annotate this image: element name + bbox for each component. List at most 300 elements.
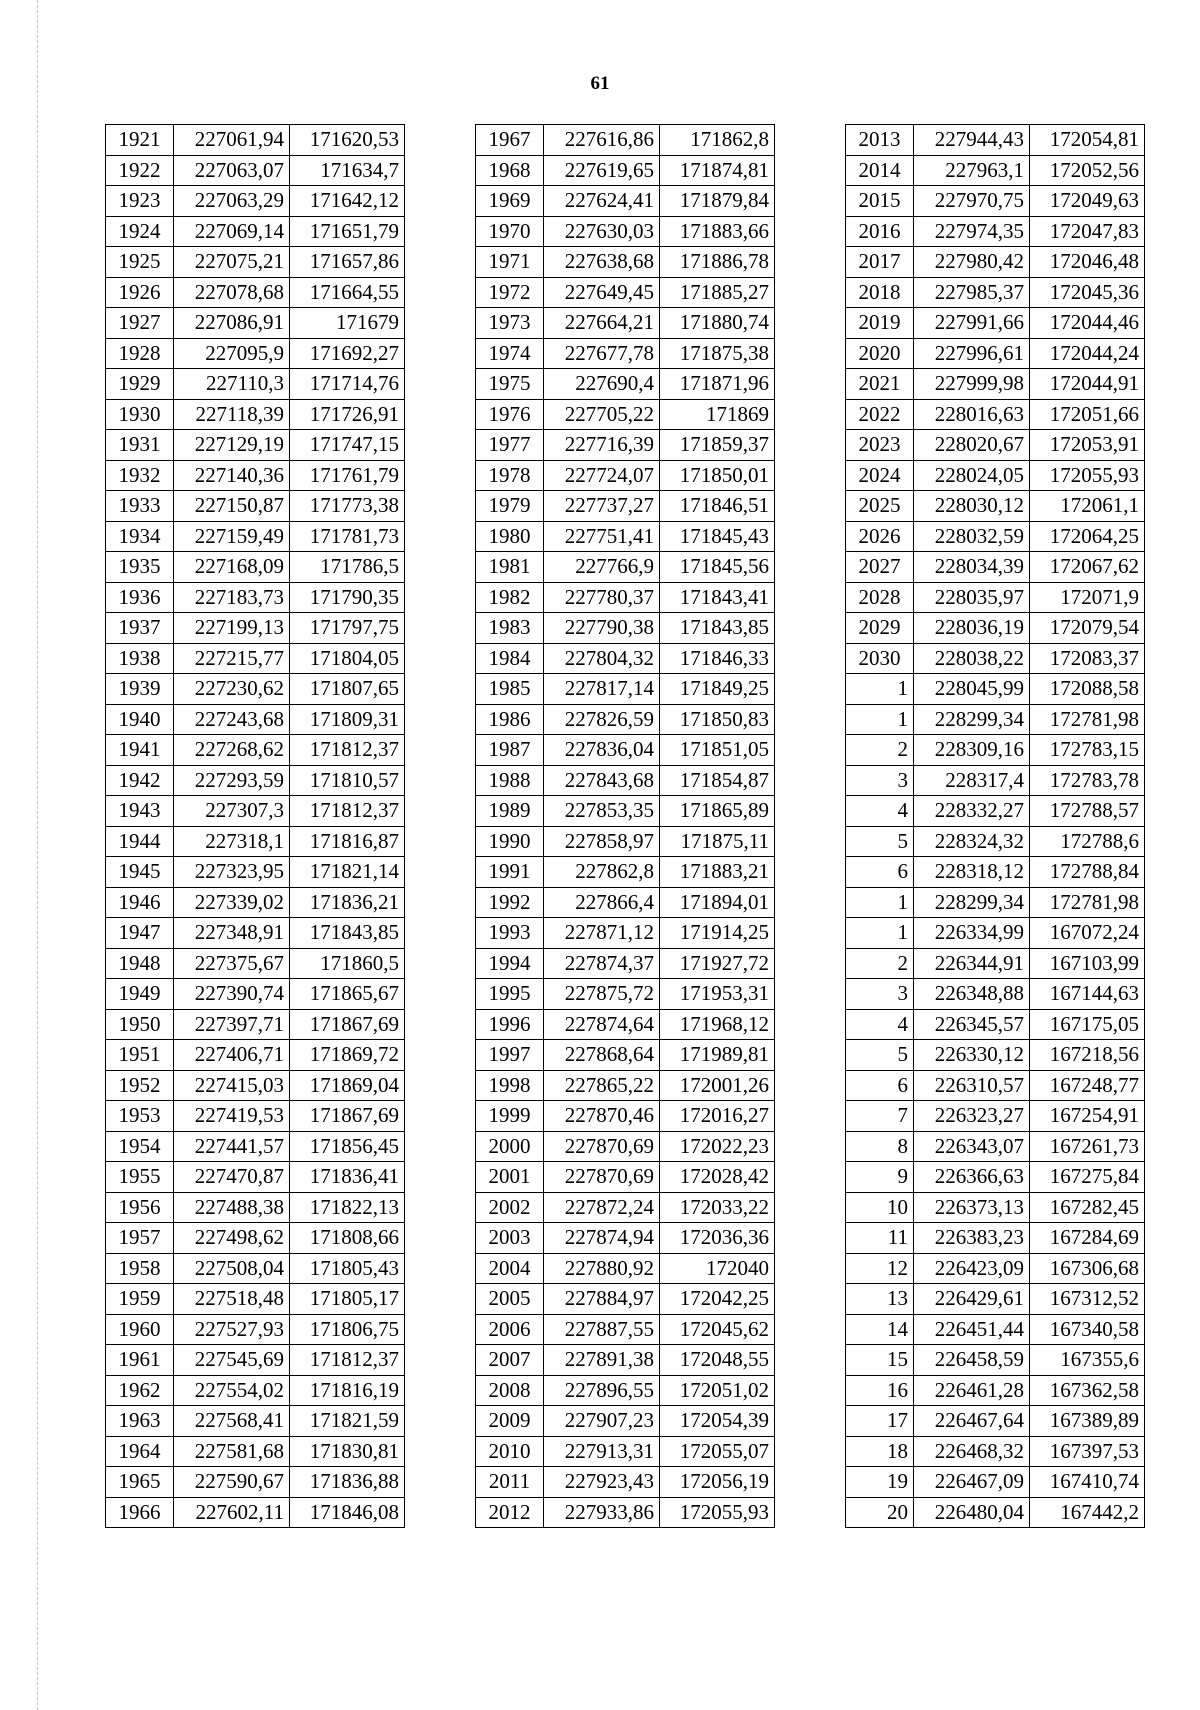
point-number-cell: 1972 bbox=[476, 277, 544, 308]
table-row bbox=[106, 857, 405, 888]
point-number-cell: 2018 bbox=[846, 277, 914, 308]
x-coordinate-cell: 227862,8 bbox=[544, 857, 660, 888]
point-number-cell: 1961 bbox=[106, 1345, 174, 1376]
table-row bbox=[846, 125, 1145, 156]
point-number-cell: 1960 bbox=[106, 1314, 174, 1345]
table-row bbox=[106, 1253, 405, 1284]
point-number-cell: 1943 bbox=[106, 796, 174, 827]
x-coordinate-cell: 227568,41 bbox=[174, 1406, 290, 1437]
point-number-cell: 2017 bbox=[846, 247, 914, 278]
table-row bbox=[476, 704, 775, 735]
x-coordinate-cell: 227063,07 bbox=[174, 155, 290, 186]
table-row bbox=[106, 643, 405, 674]
point-number-cell: 2009 bbox=[476, 1406, 544, 1437]
x-coordinate-cell: 227933,86 bbox=[544, 1497, 660, 1528]
x-coordinate-cell: 228332,27 bbox=[914, 796, 1030, 827]
x-coordinate-cell: 226451,44 bbox=[914, 1314, 1030, 1345]
y-coordinate-cell: 171843,85 bbox=[290, 918, 405, 949]
x-coordinate-cell: 226458,59 bbox=[914, 1345, 1030, 1376]
table-row bbox=[106, 1040, 405, 1071]
x-coordinate-cell: 226467,09 bbox=[914, 1467, 1030, 1498]
y-coordinate-cell: 171679 bbox=[290, 308, 405, 339]
y-coordinate-cell: 171846,08 bbox=[290, 1497, 405, 1528]
y-coordinate-cell: 171804,05 bbox=[290, 643, 405, 674]
point-number-cell: 1980 bbox=[476, 521, 544, 552]
point-number-cell: 5 bbox=[846, 826, 914, 857]
point-number-cell: 11 bbox=[846, 1223, 914, 1254]
y-coordinate-cell: 171821,59 bbox=[290, 1406, 405, 1437]
table-row bbox=[106, 155, 405, 186]
point-number-cell: 2012 bbox=[476, 1497, 544, 1528]
point-number-cell: 1940 bbox=[106, 704, 174, 735]
point-number-cell: 2013 bbox=[846, 125, 914, 156]
point-number-cell: 1937 bbox=[106, 613, 174, 644]
table-row bbox=[106, 674, 405, 705]
point-number-cell: 18 bbox=[846, 1436, 914, 1467]
x-coordinate-cell: 227323,95 bbox=[174, 857, 290, 888]
y-coordinate-cell: 171850,01 bbox=[660, 460, 775, 491]
point-number-cell: 2021 bbox=[846, 369, 914, 400]
x-coordinate-cell: 226383,23 bbox=[914, 1223, 1030, 1254]
y-coordinate-cell: 172049,63 bbox=[1030, 186, 1145, 217]
y-coordinate-cell: 171836,21 bbox=[290, 887, 405, 918]
x-coordinate-cell: 227590,67 bbox=[174, 1467, 290, 1498]
table-row bbox=[106, 1436, 405, 1467]
table-row bbox=[846, 247, 1145, 278]
table-row bbox=[846, 308, 1145, 339]
x-coordinate-cell: 227974,35 bbox=[914, 216, 1030, 247]
point-number-cell: 1932 bbox=[106, 460, 174, 491]
x-coordinate-cell: 227375,67 bbox=[174, 948, 290, 979]
table-row bbox=[846, 979, 1145, 1010]
table-row bbox=[846, 643, 1145, 674]
x-coordinate-cell: 227737,27 bbox=[544, 491, 660, 522]
x-coordinate-cell: 227498,62 bbox=[174, 1223, 290, 1254]
point-number-cell: 9 bbox=[846, 1162, 914, 1193]
y-coordinate-cell: 172042,25 bbox=[660, 1284, 775, 1315]
table-row bbox=[106, 1070, 405, 1101]
table-row bbox=[846, 460, 1145, 491]
y-coordinate-cell: 167306,68 bbox=[1030, 1253, 1145, 1284]
x-coordinate-cell: 226343,07 bbox=[914, 1131, 1030, 1162]
y-coordinate-cell: 172016,27 bbox=[660, 1101, 775, 1132]
point-number-cell: 1927 bbox=[106, 308, 174, 339]
point-number-cell: 1988 bbox=[476, 765, 544, 796]
y-coordinate-cell: 172033,22 bbox=[660, 1192, 775, 1223]
point-number-cell: 2024 bbox=[846, 460, 914, 491]
table-row bbox=[106, 1375, 405, 1406]
point-number-cell: 6 bbox=[846, 857, 914, 888]
point-number-cell: 1941 bbox=[106, 735, 174, 766]
x-coordinate-cell: 228045,99 bbox=[914, 674, 1030, 705]
point-number-cell: 1964 bbox=[106, 1436, 174, 1467]
point-number-cell: 1953 bbox=[106, 1101, 174, 1132]
y-coordinate-cell: 171849,25 bbox=[660, 674, 775, 705]
x-coordinate-cell: 227624,41 bbox=[544, 186, 660, 217]
table-row bbox=[846, 613, 1145, 644]
point-number-cell: 1989 bbox=[476, 796, 544, 827]
table-row bbox=[846, 857, 1145, 888]
x-coordinate-cell: 227150,87 bbox=[174, 491, 290, 522]
point-number-cell: 1933 bbox=[106, 491, 174, 522]
x-coordinate-cell: 227527,93 bbox=[174, 1314, 290, 1345]
table-row bbox=[846, 1192, 1145, 1223]
table-row bbox=[476, 1131, 775, 1162]
y-coordinate-cell: 172079,54 bbox=[1030, 613, 1145, 644]
table-row bbox=[476, 186, 775, 217]
x-coordinate-cell: 227390,74 bbox=[174, 979, 290, 1010]
table-row bbox=[846, 826, 1145, 857]
table-row bbox=[106, 1131, 405, 1162]
point-number-cell: 2001 bbox=[476, 1162, 544, 1193]
y-coordinate-cell: 172044,46 bbox=[1030, 308, 1145, 339]
point-number-cell: 1929 bbox=[106, 369, 174, 400]
table-row bbox=[846, 186, 1145, 217]
x-coordinate-cell: 227159,49 bbox=[174, 521, 290, 552]
x-coordinate-cell: 226373,13 bbox=[914, 1192, 1030, 1223]
y-coordinate-cell: 172781,98 bbox=[1030, 887, 1145, 918]
table-row bbox=[476, 1284, 775, 1315]
table-row bbox=[846, 1131, 1145, 1162]
y-coordinate-cell: 171781,73 bbox=[290, 521, 405, 552]
y-coordinate-cell: 167144,63 bbox=[1030, 979, 1145, 1010]
point-number-cell: 2011 bbox=[476, 1467, 544, 1498]
point-number-cell: 1978 bbox=[476, 460, 544, 491]
y-coordinate-cell: 172055,07 bbox=[660, 1436, 775, 1467]
x-coordinate-cell: 227923,43 bbox=[544, 1467, 660, 1498]
x-coordinate-cell: 226366,63 bbox=[914, 1162, 1030, 1193]
x-coordinate-cell: 226467,64 bbox=[914, 1406, 1030, 1437]
x-coordinate-cell: 228324,32 bbox=[914, 826, 1030, 857]
table-row bbox=[106, 1406, 405, 1437]
x-coordinate-cell: 227690,4 bbox=[544, 369, 660, 400]
x-coordinate-cell: 227508,04 bbox=[174, 1253, 290, 1284]
x-coordinate-cell: 227086,91 bbox=[174, 308, 290, 339]
y-coordinate-cell: 171836,41 bbox=[290, 1162, 405, 1193]
table-row bbox=[846, 1284, 1145, 1315]
y-coordinate-cell: 167282,45 bbox=[1030, 1192, 1145, 1223]
table-row bbox=[106, 704, 405, 735]
table-row bbox=[846, 1009, 1145, 1040]
table-row bbox=[106, 460, 405, 491]
y-coordinate-cell: 167284,69 bbox=[1030, 1223, 1145, 1254]
x-coordinate-cell: 227554,02 bbox=[174, 1375, 290, 1406]
table-row bbox=[106, 308, 405, 339]
x-coordinate-cell: 227991,66 bbox=[914, 308, 1030, 339]
y-coordinate-cell: 172051,02 bbox=[660, 1375, 775, 1406]
point-number-cell: 2025 bbox=[846, 491, 914, 522]
x-coordinate-cell: 227985,37 bbox=[914, 277, 1030, 308]
x-coordinate-cell: 228299,34 bbox=[914, 704, 1030, 735]
y-coordinate-cell: 172044,24 bbox=[1030, 338, 1145, 369]
x-coordinate-cell: 227638,68 bbox=[544, 247, 660, 278]
x-coordinate-cell: 227913,31 bbox=[544, 1436, 660, 1467]
x-coordinate-cell: 228309,16 bbox=[914, 735, 1030, 766]
point-number-cell: 1948 bbox=[106, 948, 174, 979]
point-number-cell: 1951 bbox=[106, 1040, 174, 1071]
point-number-cell: 20 bbox=[846, 1497, 914, 1528]
y-coordinate-cell: 171927,72 bbox=[660, 948, 775, 979]
y-coordinate-cell: 167254,91 bbox=[1030, 1101, 1145, 1132]
x-coordinate-cell: 227896,55 bbox=[544, 1375, 660, 1406]
table-row bbox=[106, 918, 405, 949]
y-coordinate-cell: 167312,52 bbox=[1030, 1284, 1145, 1315]
point-number-cell: 1984 bbox=[476, 643, 544, 674]
x-coordinate-cell: 226423,09 bbox=[914, 1253, 1030, 1284]
y-coordinate-cell: 171773,38 bbox=[290, 491, 405, 522]
table-row bbox=[476, 1162, 775, 1193]
table-row bbox=[476, 216, 775, 247]
point-number-cell: 15 bbox=[846, 1345, 914, 1376]
y-coordinate-cell: 172046,48 bbox=[1030, 247, 1145, 278]
x-coordinate-cell: 227215,77 bbox=[174, 643, 290, 674]
x-coordinate-cell: 227470,87 bbox=[174, 1162, 290, 1193]
y-coordinate-cell: 172788,84 bbox=[1030, 857, 1145, 888]
point-number-cell: 1979 bbox=[476, 491, 544, 522]
y-coordinate-cell: 171968,12 bbox=[660, 1009, 775, 1040]
table-row bbox=[106, 277, 405, 308]
table-row bbox=[106, 430, 405, 461]
table-row bbox=[476, 643, 775, 674]
point-number-cell: 1958 bbox=[106, 1253, 174, 1284]
table-row bbox=[476, 521, 775, 552]
table-row bbox=[476, 1223, 775, 1254]
table-row bbox=[106, 1009, 405, 1040]
point-number-cell: 1945 bbox=[106, 857, 174, 888]
y-coordinate-cell: 171850,83 bbox=[660, 704, 775, 735]
table-row bbox=[106, 399, 405, 430]
table-row bbox=[846, 369, 1145, 400]
y-coordinate-cell: 171862,8 bbox=[660, 125, 775, 156]
x-coordinate-cell: 227268,62 bbox=[174, 735, 290, 766]
point-number-cell: 2026 bbox=[846, 521, 914, 552]
y-coordinate-cell: 171805,17 bbox=[290, 1284, 405, 1315]
x-coordinate-cell: 227804,32 bbox=[544, 643, 660, 674]
table-row bbox=[476, 1436, 775, 1467]
point-number-cell: 1 bbox=[846, 704, 914, 735]
table-row bbox=[846, 1223, 1145, 1254]
y-coordinate-cell: 171875,38 bbox=[660, 338, 775, 369]
table-row bbox=[476, 582, 775, 613]
point-number-cell: 1959 bbox=[106, 1284, 174, 1315]
point-number-cell: 1965 bbox=[106, 1467, 174, 1498]
point-number-cell: 1 bbox=[846, 918, 914, 949]
y-coordinate-cell: 171953,31 bbox=[660, 979, 775, 1010]
point-number-cell: 1985 bbox=[476, 674, 544, 705]
y-coordinate-cell: 171875,11 bbox=[660, 826, 775, 857]
point-number-cell: 2016 bbox=[846, 216, 914, 247]
y-coordinate-cell: 172047,83 bbox=[1030, 216, 1145, 247]
table-row bbox=[476, 1406, 775, 1437]
table-row bbox=[476, 155, 775, 186]
x-coordinate-cell: 228036,19 bbox=[914, 613, 1030, 644]
point-number-cell: 1955 bbox=[106, 1162, 174, 1193]
y-coordinate-cell: 172028,42 bbox=[660, 1162, 775, 1193]
x-coordinate-cell: 227980,42 bbox=[914, 247, 1030, 278]
table-row bbox=[106, 247, 405, 278]
y-coordinate-cell: 171843,41 bbox=[660, 582, 775, 613]
y-coordinate-cell: 172054,39 bbox=[660, 1406, 775, 1437]
y-coordinate-cell: 171865,89 bbox=[660, 796, 775, 827]
table-row bbox=[106, 887, 405, 918]
table-row bbox=[846, 1070, 1145, 1101]
x-coordinate-cell: 227078,68 bbox=[174, 277, 290, 308]
point-number-cell: 1947 bbox=[106, 918, 174, 949]
point-number-cell: 5 bbox=[846, 1040, 914, 1071]
point-number-cell: 1944 bbox=[106, 826, 174, 857]
x-coordinate-cell: 227780,37 bbox=[544, 582, 660, 613]
y-coordinate-cell: 171856,45 bbox=[290, 1131, 405, 1162]
x-coordinate-cell: 228035,97 bbox=[914, 582, 1030, 613]
y-coordinate-cell: 172061,1 bbox=[1030, 491, 1145, 522]
table-row bbox=[106, 735, 405, 766]
table-row bbox=[106, 1467, 405, 1498]
table-row bbox=[846, 1497, 1145, 1528]
point-number-cell: 2028 bbox=[846, 582, 914, 613]
point-number-cell: 2023 bbox=[846, 430, 914, 461]
table-row bbox=[846, 430, 1145, 461]
table-row bbox=[846, 1162, 1145, 1193]
x-coordinate-cell: 227677,78 bbox=[544, 338, 660, 369]
point-number-cell: 1926 bbox=[106, 277, 174, 308]
x-coordinate-cell: 227874,94 bbox=[544, 1223, 660, 1254]
y-coordinate-cell: 171761,79 bbox=[290, 460, 405, 491]
point-number-cell: 1971 bbox=[476, 247, 544, 278]
point-number-cell: 2015 bbox=[846, 186, 914, 217]
table-row bbox=[476, 247, 775, 278]
point-number-cell: 4 bbox=[846, 796, 914, 827]
y-coordinate-cell: 171914,25 bbox=[660, 918, 775, 949]
point-number-cell: 1962 bbox=[106, 1375, 174, 1406]
x-coordinate-cell: 228317,4 bbox=[914, 765, 1030, 796]
x-coordinate-cell: 227406,71 bbox=[174, 1040, 290, 1071]
table-row bbox=[846, 1314, 1145, 1345]
table-row bbox=[846, 918, 1145, 949]
x-coordinate-cell: 227705,22 bbox=[544, 399, 660, 430]
point-number-cell: 2004 bbox=[476, 1253, 544, 1284]
y-coordinate-cell: 171822,13 bbox=[290, 1192, 405, 1223]
table-row bbox=[846, 735, 1145, 766]
point-number-cell: 1 bbox=[846, 674, 914, 705]
y-coordinate-cell: 171657,86 bbox=[290, 247, 405, 278]
x-coordinate-cell: 227649,45 bbox=[544, 277, 660, 308]
table-row bbox=[476, 491, 775, 522]
x-coordinate-cell: 227110,3 bbox=[174, 369, 290, 400]
table-row bbox=[476, 826, 775, 857]
y-coordinate-cell: 172064,25 bbox=[1030, 521, 1145, 552]
point-number-cell: 4 bbox=[846, 1009, 914, 1040]
table-row bbox=[846, 796, 1145, 827]
point-number-cell: 10 bbox=[846, 1192, 914, 1223]
point-number-cell: 16 bbox=[846, 1375, 914, 1406]
x-coordinate-cell: 227887,55 bbox=[544, 1314, 660, 1345]
point-number-cell: 2019 bbox=[846, 308, 914, 339]
point-number-cell: 1987 bbox=[476, 735, 544, 766]
table-row bbox=[106, 1345, 405, 1376]
x-coordinate-cell: 227853,35 bbox=[544, 796, 660, 827]
point-number-cell: 1931 bbox=[106, 430, 174, 461]
x-coordinate-cell: 227826,59 bbox=[544, 704, 660, 735]
point-number-cell: 12 bbox=[846, 1253, 914, 1284]
x-coordinate-cell: 227061,94 bbox=[174, 125, 290, 156]
point-number-cell: 2020 bbox=[846, 338, 914, 369]
y-coordinate-cell: 172781,98 bbox=[1030, 704, 1145, 735]
table-row bbox=[476, 1040, 775, 1071]
x-coordinate-cell: 226334,99 bbox=[914, 918, 1030, 949]
point-number-cell: 1996 bbox=[476, 1009, 544, 1040]
table-row bbox=[476, 1345, 775, 1376]
table-row bbox=[476, 918, 775, 949]
y-coordinate-cell: 171869,04 bbox=[290, 1070, 405, 1101]
table-row bbox=[846, 521, 1145, 552]
y-coordinate-cell: 171869 bbox=[660, 399, 775, 430]
point-number-cell: 3 bbox=[846, 765, 914, 796]
point-number-cell: 1930 bbox=[106, 399, 174, 430]
y-coordinate-cell: 172045,36 bbox=[1030, 277, 1145, 308]
x-coordinate-cell: 227875,72 bbox=[544, 979, 660, 1010]
point-number-cell: 1921 bbox=[106, 125, 174, 156]
y-coordinate-cell: 171880,74 bbox=[660, 308, 775, 339]
point-number-cell: 1963 bbox=[106, 1406, 174, 1437]
table-row bbox=[846, 491, 1145, 522]
x-coordinate-cell: 227318,1 bbox=[174, 826, 290, 857]
point-number-cell: 2003 bbox=[476, 1223, 544, 1254]
table-row bbox=[106, 216, 405, 247]
table-row bbox=[476, 277, 775, 308]
table-row bbox=[106, 1192, 405, 1223]
point-number-cell: 1942 bbox=[106, 765, 174, 796]
x-coordinate-cell: 227518,48 bbox=[174, 1284, 290, 1315]
point-number-cell: 1981 bbox=[476, 552, 544, 583]
point-number-cell: 14 bbox=[846, 1314, 914, 1345]
x-coordinate-cell: 227880,92 bbox=[544, 1253, 660, 1284]
table-row bbox=[106, 369, 405, 400]
x-coordinate-cell: 227243,68 bbox=[174, 704, 290, 735]
table-row bbox=[106, 1497, 405, 1528]
point-number-cell: 2029 bbox=[846, 613, 914, 644]
x-coordinate-cell: 227602,11 bbox=[174, 1497, 290, 1528]
y-coordinate-cell: 171874,81 bbox=[660, 155, 775, 186]
x-coordinate-cell: 227307,3 bbox=[174, 796, 290, 827]
y-coordinate-cell: 167389,89 bbox=[1030, 1406, 1145, 1437]
y-coordinate-cell: 167261,73 bbox=[1030, 1131, 1145, 1162]
y-coordinate-cell: 167397,53 bbox=[1030, 1436, 1145, 1467]
x-coordinate-cell: 227619,65 bbox=[544, 155, 660, 186]
y-coordinate-cell: 172056,19 bbox=[660, 1467, 775, 1498]
table-row bbox=[846, 1345, 1145, 1376]
y-coordinate-cell: 167175,05 bbox=[1030, 1009, 1145, 1040]
x-coordinate-cell: 226480,04 bbox=[914, 1497, 1030, 1528]
y-coordinate-cell: 172040 bbox=[660, 1253, 775, 1284]
y-coordinate-cell: 171894,01 bbox=[660, 887, 775, 918]
y-coordinate-cell: 171642,12 bbox=[290, 186, 405, 217]
table-row bbox=[106, 552, 405, 583]
table-row bbox=[846, 765, 1145, 796]
y-coordinate-cell: 171883,21 bbox=[660, 857, 775, 888]
x-coordinate-cell: 227075,21 bbox=[174, 247, 290, 278]
x-coordinate-cell: 227129,19 bbox=[174, 430, 290, 461]
point-number-cell: 1968 bbox=[476, 155, 544, 186]
x-coordinate-cell: 227168,09 bbox=[174, 552, 290, 583]
point-number-cell: 1966 bbox=[106, 1497, 174, 1528]
y-coordinate-cell: 172044,91 bbox=[1030, 369, 1145, 400]
x-coordinate-cell: 227870,69 bbox=[544, 1162, 660, 1193]
point-number-cell: 2 bbox=[846, 948, 914, 979]
table-row bbox=[476, 1009, 775, 1040]
table-row bbox=[106, 186, 405, 217]
y-coordinate-cell: 172067,62 bbox=[1030, 552, 1145, 583]
y-coordinate-cell: 171812,37 bbox=[290, 796, 405, 827]
